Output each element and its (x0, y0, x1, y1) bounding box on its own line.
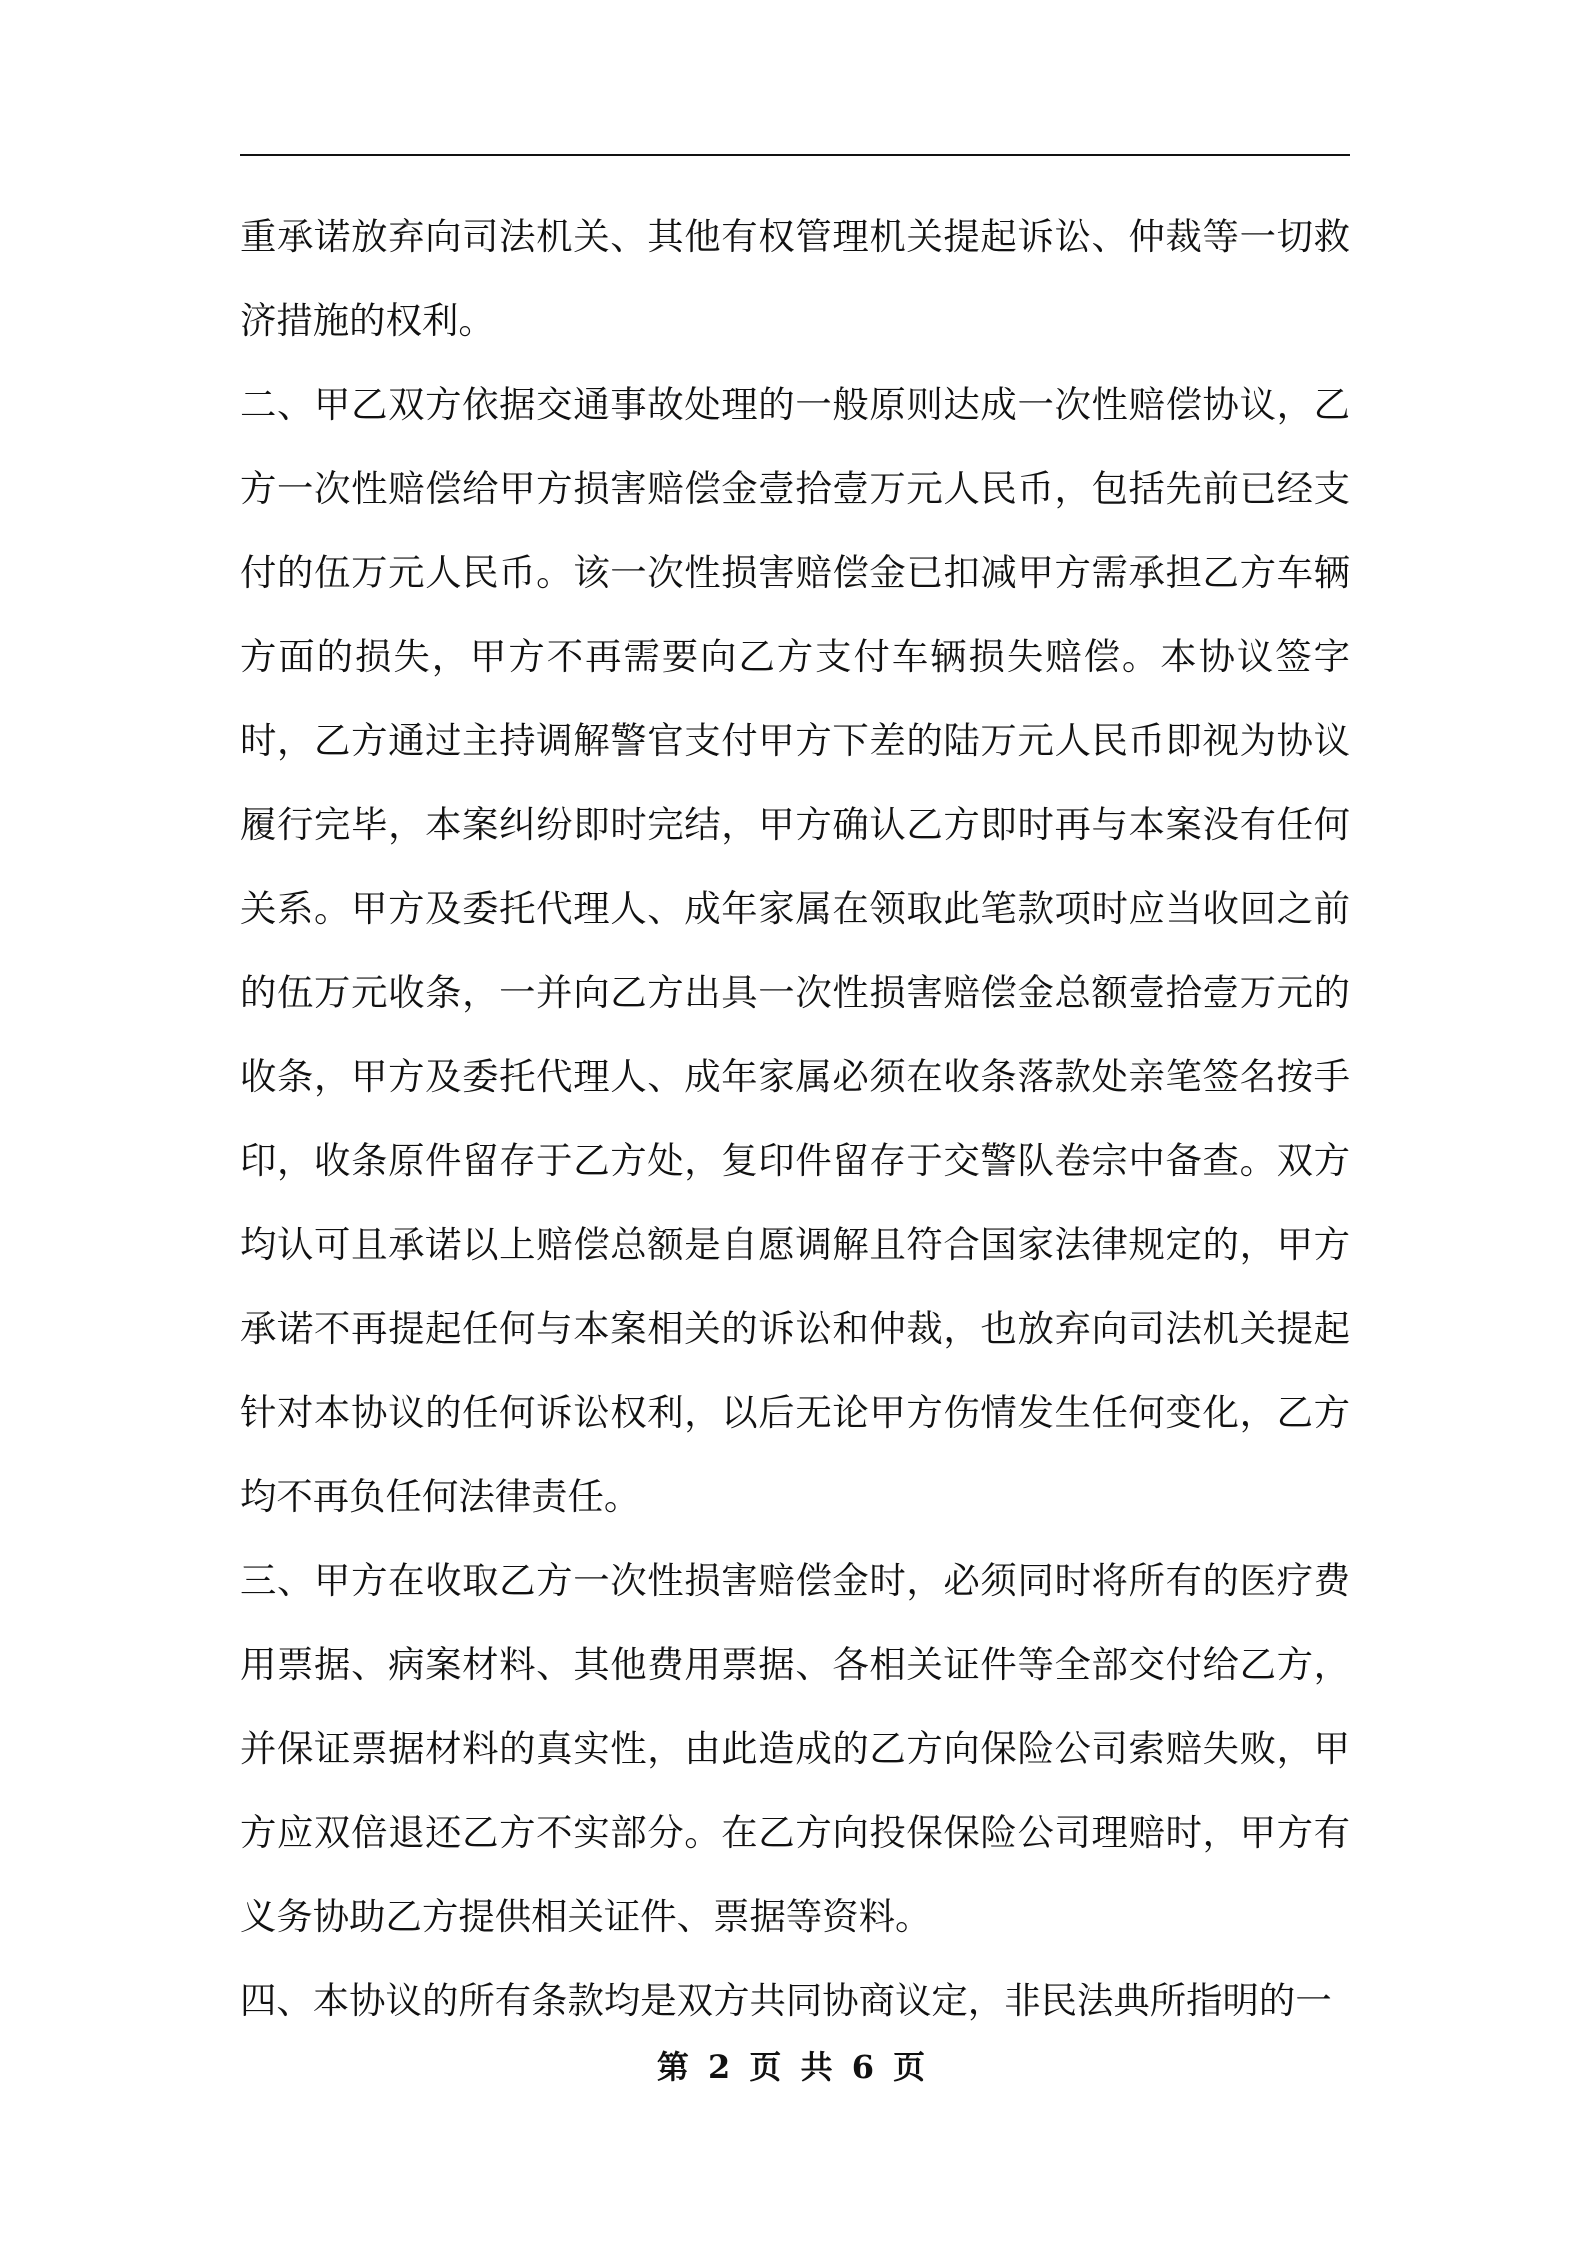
paragraph-clause-3: 三、甲方在收取乙方一次性损害赔偿金时，必须同时将所有的医疗费用票据、病案材料、其他费用票据、各相关证件等全部交付给乙方，并保证票据材料的真实性，由此造成的乙方向保险公司索赔失败，甲方应双倍退还乙方不实部分。在乙方向投保保险公司理赔时，甲方有义务协助乙方提供相关证件、票据等资料。 (240, 1559, 1350, 1938)
page-footer (0, 2042, 1586, 2088)
paragraph-clause-4: 四、本协议的所有条款均是双方共同协商议定，非民法典所指明的一 (240, 1979, 1332, 2022)
page-number-label: 第 2 页 共 6 页 (656, 2048, 930, 2086)
header-rule (240, 154, 1350, 156)
paragraph-continuation: 重承诺放弃向司法机关、其他有权管理机关提起诉讼、仲裁等一切救济措施的权利。 (240, 215, 1350, 342)
paragraph-clause-2: 二、甲乙双方依据交通事故处理的一般原则达成一次性赔偿协议，乙方一次性赔偿给甲方损害赔偿金壹拾壹万元人民币，包括先前已经支付的伍万元人民币。该一次性损害赔偿金已扣减甲方需承担乙方车辆方面的损失，甲方不再需要向乙方支付车辆损失赔偿。本协议签字时，乙方通过主持调解警官支付甲方下差的陆万元人民币即视为协议履行完毕，本案纠纷即时完结，甲方确认乙方即时再与本案没有任何关系。甲方及委托代理人、成年家属在领取此笔款项时应当收回之前的伍万元收条，一并向乙方出具一次性损害赔偿金总额壹拾壹万元的收条，甲方及委托代理人、成年家属必须在收条落款处亲笔签名按手印，收条原件留存于乙方处，复印件留存于交警队卷宗中备查。双方均认可且承诺以上赔偿总额是自愿调解且符合国家法律规定的，甲方承诺不再提起任何与本案相关的诉讼和仲裁，也放弃向司法机关提起针对本协议的任何诉讼权利，以后无论甲方伤情发生任何变化，乙方均不再负任何法律责任。 (240, 383, 1350, 1518)
document-body (240, 195, 1350, 2043)
